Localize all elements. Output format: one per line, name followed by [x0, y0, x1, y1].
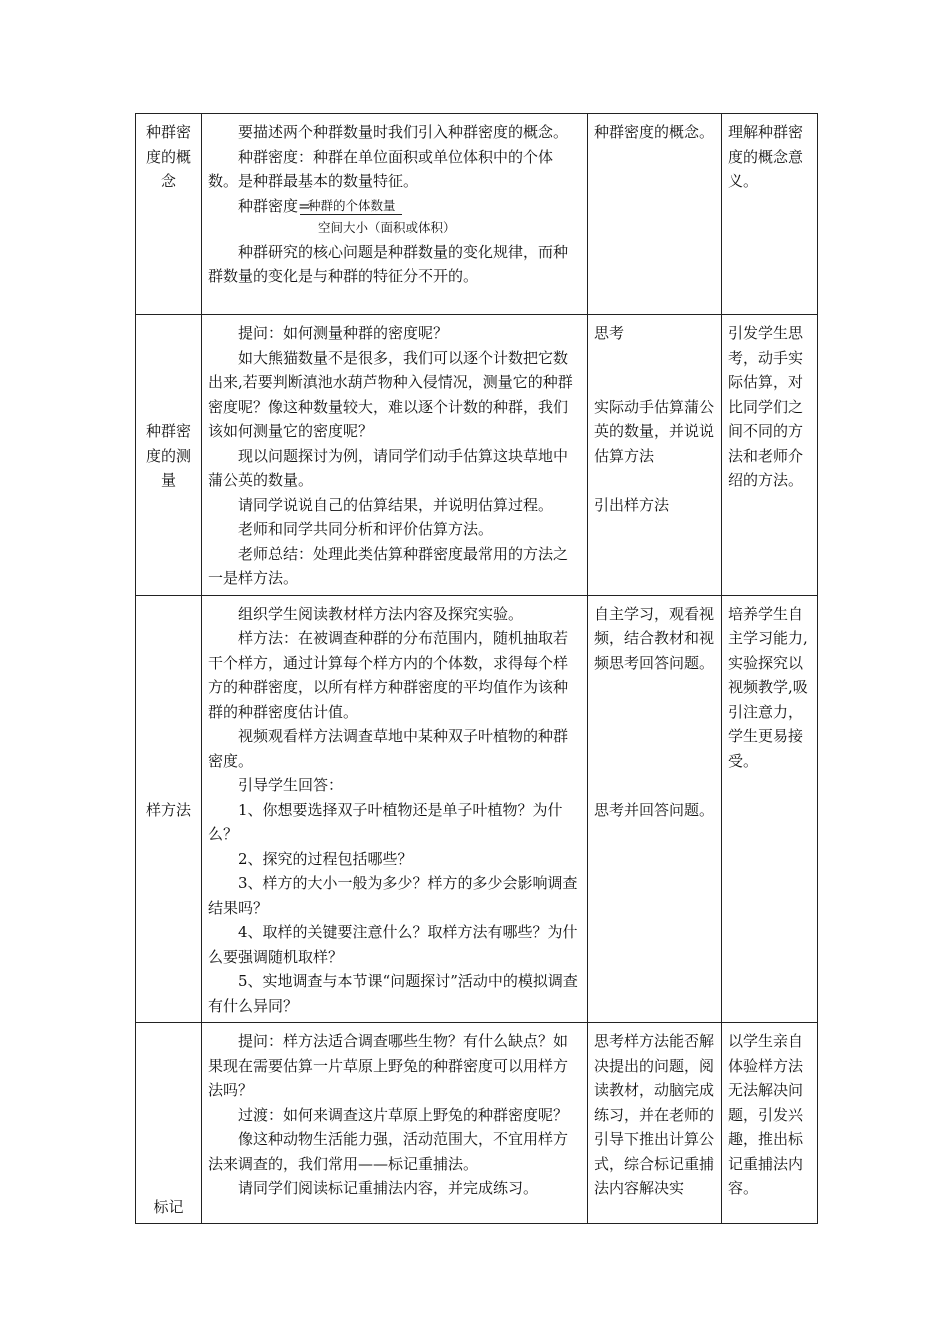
table-row — [136, 595, 818, 1023]
paragraph: 2、探究的过程包括哪些？ — [238, 849, 413, 868]
formula-label: 种群密度= — [238, 196, 311, 215]
paragraph: 实际动手估算蒲公英的数量，并说说估算方法 — [594, 397, 715, 465]
paragraph: 引导学生回答： — [238, 776, 344, 794]
paragraph: 现以问题探讨为例，请同学们动手估算这块草地中蒲公英的数量。 — [208, 446, 569, 489]
paragraph: 自主学习，观看视频，结合教材和视频思考回答问题。 — [594, 604, 715, 672]
density-formula — [208, 194, 581, 240]
paragraph: 像这种动物生活能力强，活动范围大，不宜用样方法来调查的，我们常用——标记重捕法。 — [208, 1130, 569, 1173]
student-activity-cell — [588, 114, 722, 315]
paragraph: 思考样方法能否解决提出的问题，阅读教材，动脑完成练习，并在老师的引导下推出计算公式，综合标记重捕法内容解决实 — [594, 1032, 715, 1197]
lesson-plan-table — [135, 113, 818, 1224]
design-intent-cell — [722, 114, 818, 315]
formula-numerator: 种群的个体数量 — [300, 198, 402, 215]
paragraph: 视频观看样方法调查草地中某种双子叶植物的种群密度。 — [208, 727, 569, 770]
paragraph: 思考 — [594, 324, 625, 342]
teacher-activity-cell — [202, 114, 588, 315]
paragraph: 种群研究的核心问题是种群数量的变化规律，而种群数量的变化是与种群的特征分不开的。 — [208, 242, 569, 285]
topic-cell: 样方法 — [136, 595, 202, 1023]
student-activity-cell — [588, 315, 722, 596]
student-activity-cell — [588, 595, 722, 1023]
paragraph: 引出样方法 — [594, 495, 670, 514]
topic-cell: 种群密度的测量 — [136, 315, 202, 596]
design-intent-cell — [722, 1023, 818, 1224]
paragraph: 提问：如何测量种群的密度呢？ — [238, 324, 449, 342]
paragraph: 5、实地调查与本节课“问题探讨”活动中的模拟调查有什么异同？ — [208, 972, 578, 1015]
design-intent-cell — [722, 315, 818, 596]
paragraph: 请同学们阅读标记重捕法内容，并完成练习。 — [238, 1179, 539, 1197]
paragraph: 思考并回答问题。 — [594, 800, 715, 819]
paragraph: 1、你想要选择双子叶植物还是单子叶植物？为什么？ — [208, 800, 563, 843]
paragraph: 如大熊猫数量不是很多，我们可以逐个计数把它数出来,若要判断滇池水葫芦物种入侵情况，测量它的种群密度呢？像这种数量较大，难以逐个计数的种群，我们该如何测量它的密度呢？ — [208, 348, 573, 440]
design-intent-cell — [722, 595, 818, 1023]
formula-denominator: 空间大小（面积或体积） — [318, 219, 456, 235]
table-row — [136, 315, 818, 596]
paragraph: 样方法：在被调查种群的分布范围内，随机抽取若干个样方，通过计算每个样方内的个体数，求得每个样方的种群密度，以所有样方种群密度的平均值作为该种群的种群密度估计值。 — [208, 629, 569, 721]
paragraph: 以学生亲自体验样方法无法解决问题，引发兴趣，推出标记重捕法内容。 — [728, 1032, 804, 1197]
paragraph: 3、样方的大小一般为多少？样方的多少会影响调查结果吗？ — [208, 874, 578, 917]
teacher-activity-cell — [202, 315, 588, 596]
paragraph: 培养学生自主学习能力,实验探究以视频教学,吸引注意力，学生更易接受。 — [728, 604, 808, 770]
paragraph: 提问：样方法适合调查哪些生物？有什么缺点？如果现在需要估算一片草原上野兔的种群密度可以用样方法吗？ — [208, 1032, 569, 1099]
paragraph: 老师总结：处理此类估算种群密度最常用的方法之一是样方法。 — [208, 544, 569, 587]
paragraph: 种群密度：种群在单位面积或单位体积中的个体数。是种群最基本的数量特征。 — [208, 147, 554, 190]
paragraph: 老师和同学共同分析和评价估算方法。 — [238, 520, 494, 538]
paragraph: 过渡：如何来调查这片草原上野兔的种群密度呢？ — [238, 1105, 569, 1124]
teacher-activity-cell — [202, 595, 588, 1023]
paragraph: 要描述两个种群数量时我们引入种群密度的概念。 — [238, 123, 569, 141]
teacher-activity-cell — [202, 1023, 588, 1224]
paragraph: 种群密度的概念。 — [594, 123, 715, 141]
paragraph: 组织学生阅读教材样方法内容及探究实验。 — [238, 604, 524, 623]
topic-cell: 种群密度的概念 — [136, 114, 202, 315]
student-activity-cell — [588, 1023, 722, 1224]
topic-cell: 标记 — [136, 1023, 202, 1224]
paragraph: 理解种群密度的概念意义。 — [728, 123, 804, 190]
table-row — [136, 1023, 818, 1224]
table-row — [136, 114, 818, 315]
paragraph: 请同学说说自己的估算结果，并说明估算过程。 — [238, 495, 554, 514]
paragraph: 引发学生思考，动手实际估算，对比同学们之间不同的方法和老师介绍的方法。 — [728, 324, 804, 489]
paragraph: 4、取样的关键要注意什么？取样方法有哪些？为什么要强调随机取样？ — [208, 923, 578, 966]
